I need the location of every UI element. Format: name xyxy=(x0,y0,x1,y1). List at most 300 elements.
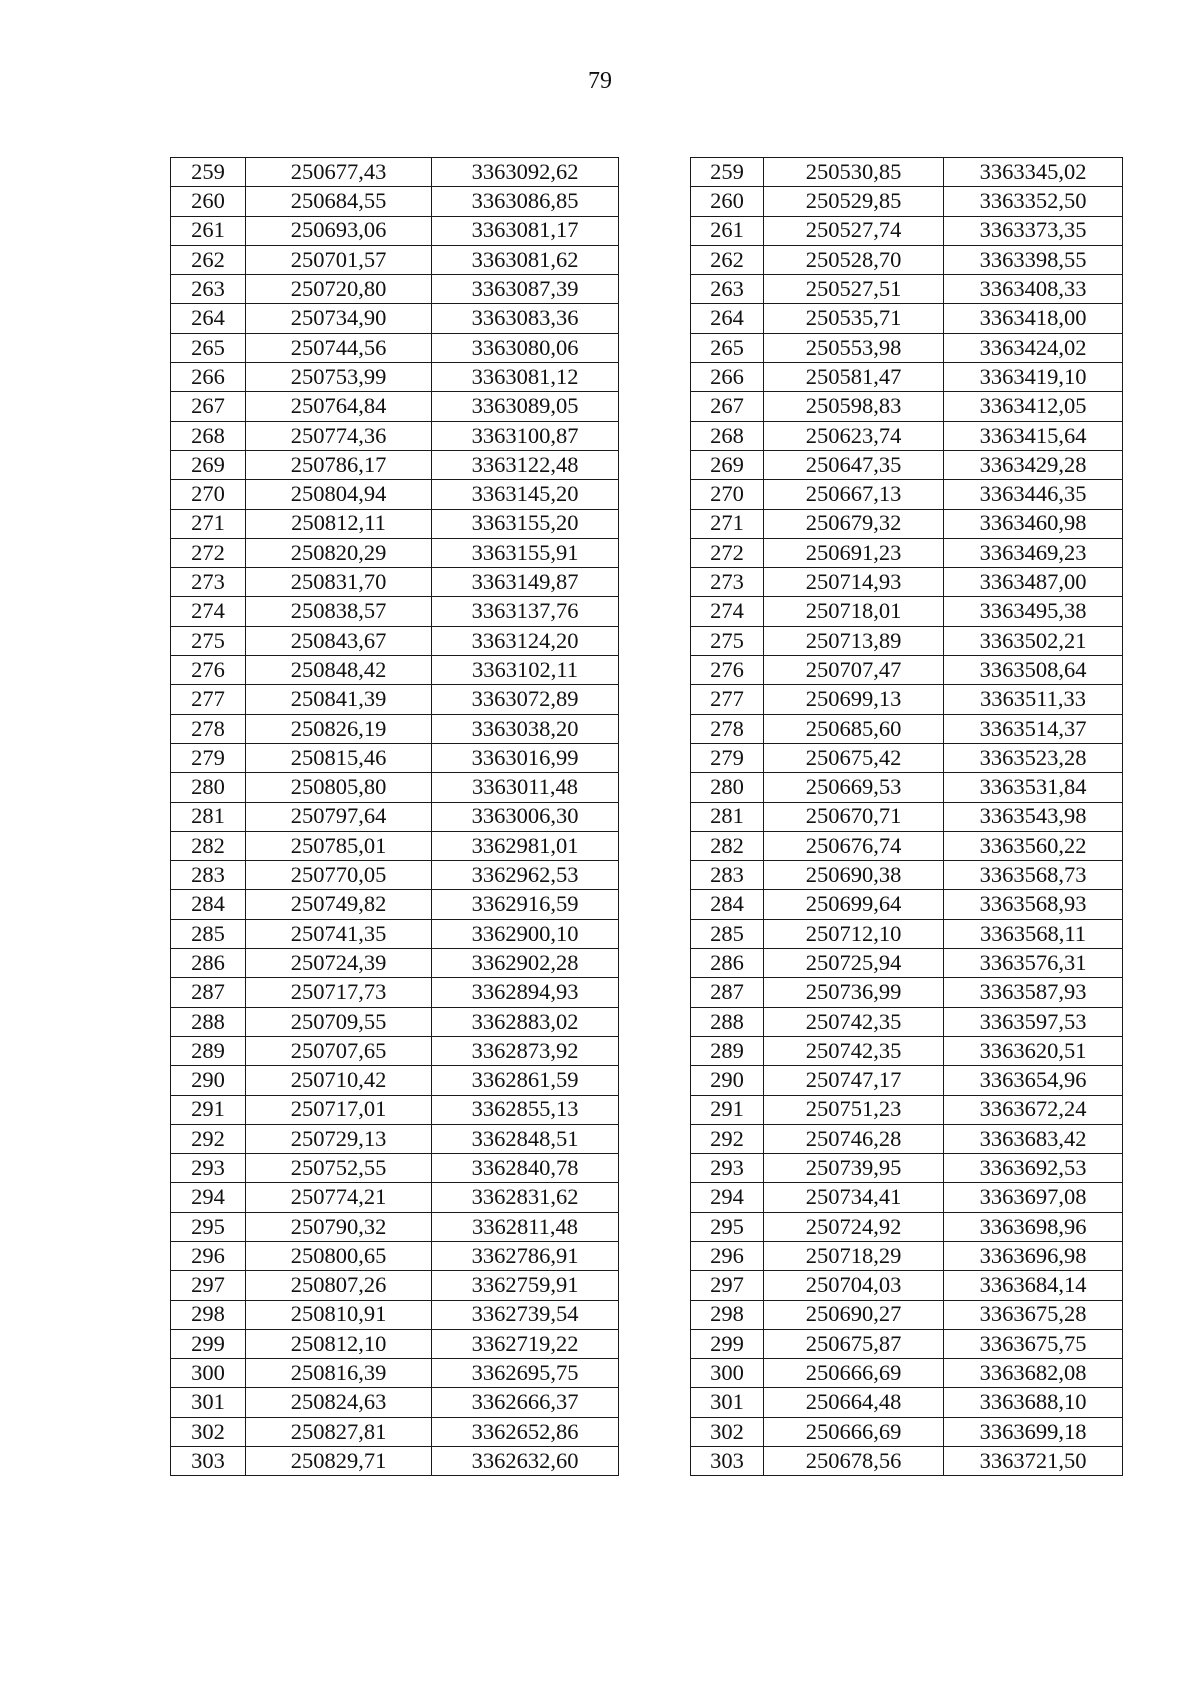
table-row xyxy=(691,1183,1123,1212)
table-row xyxy=(691,1271,1123,1300)
point-number-cell: 272 xyxy=(171,538,246,567)
y-coordinate-cell: 3362652,86 xyxy=(432,1417,619,1446)
x-coordinate-cell: 250701,57 xyxy=(246,245,432,274)
y-coordinate-cell: 3362916,59 xyxy=(432,890,619,919)
point-number-cell: 293 xyxy=(691,1154,764,1183)
x-coordinate-cell: 250720,80 xyxy=(246,275,432,304)
table-row xyxy=(691,1095,1123,1124)
point-number-cell: 259 xyxy=(691,158,764,187)
y-coordinate-cell: 3363699,18 xyxy=(944,1417,1123,1446)
x-coordinate-cell: 250666,69 xyxy=(764,1417,944,1446)
point-number-cell: 298 xyxy=(171,1300,246,1329)
x-coordinate-cell: 250678,56 xyxy=(764,1447,944,1476)
point-number-cell: 260 xyxy=(691,187,764,216)
x-coordinate-cell: 250675,42 xyxy=(764,743,944,772)
x-coordinate-cell: 250815,46 xyxy=(246,743,432,772)
point-number-cell: 281 xyxy=(691,802,764,831)
x-coordinate-cell: 250785,01 xyxy=(246,831,432,860)
point-number-cell: 284 xyxy=(691,890,764,919)
point-number-cell: 277 xyxy=(171,685,246,714)
y-coordinate-cell: 3363102,11 xyxy=(432,656,619,685)
point-number-cell: 288 xyxy=(691,1007,764,1036)
point-number-cell: 296 xyxy=(691,1241,764,1270)
x-coordinate-cell: 250807,26 xyxy=(246,1271,432,1300)
y-coordinate-cell: 3363502,21 xyxy=(944,626,1123,655)
y-coordinate-cell: 3363100,87 xyxy=(432,421,619,450)
table-row xyxy=(691,743,1123,772)
y-coordinate-cell: 3363016,99 xyxy=(432,743,619,772)
x-coordinate-cell: 250598,83 xyxy=(764,392,944,421)
y-coordinate-cell: 3363568,11 xyxy=(944,919,1123,948)
x-coordinate-cell: 250530,85 xyxy=(764,158,944,187)
table-row xyxy=(691,480,1123,509)
point-number-cell: 267 xyxy=(691,392,764,421)
point-number-cell: 290 xyxy=(691,1066,764,1095)
x-coordinate-cell: 250848,42 xyxy=(246,656,432,685)
point-number-cell: 259 xyxy=(171,158,246,187)
y-coordinate-cell: 3363124,20 xyxy=(432,626,619,655)
point-number-cell: 302 xyxy=(691,1417,764,1446)
x-coordinate-cell: 250710,42 xyxy=(246,1066,432,1095)
y-coordinate-cell: 3363683,42 xyxy=(944,1124,1123,1153)
x-coordinate-cell: 250676,74 xyxy=(764,831,944,860)
table-row xyxy=(171,480,619,509)
table-row xyxy=(691,949,1123,978)
table-row xyxy=(171,1124,619,1153)
point-number-cell: 274 xyxy=(171,597,246,626)
point-number-cell: 298 xyxy=(691,1300,764,1329)
table-row xyxy=(171,158,619,187)
y-coordinate-cell: 3363523,28 xyxy=(944,743,1123,772)
x-coordinate-cell: 250713,89 xyxy=(764,626,944,655)
y-coordinate-cell: 3363688,10 xyxy=(944,1388,1123,1417)
y-coordinate-cell: 3362695,75 xyxy=(432,1359,619,1388)
table-row xyxy=(171,802,619,831)
y-coordinate-cell: 3362902,28 xyxy=(432,949,619,978)
point-number-cell: 301 xyxy=(171,1388,246,1417)
x-coordinate-cell: 250527,51 xyxy=(764,275,944,304)
table-row xyxy=(691,568,1123,597)
table-row xyxy=(691,538,1123,567)
table-row xyxy=(691,597,1123,626)
x-coordinate-cell: 250712,10 xyxy=(764,919,944,948)
table-row xyxy=(691,1066,1123,1095)
y-coordinate-cell: 3363531,84 xyxy=(944,773,1123,802)
y-coordinate-cell: 3363620,51 xyxy=(944,1036,1123,1065)
x-coordinate-cell: 250764,84 xyxy=(246,392,432,421)
table-row xyxy=(691,831,1123,860)
y-coordinate-cell: 3363429,28 xyxy=(944,450,1123,479)
x-coordinate-cell: 250739,95 xyxy=(764,1154,944,1183)
point-number-cell: 286 xyxy=(691,949,764,978)
point-number-cell: 293 xyxy=(171,1154,246,1183)
x-coordinate-cell: 250753,99 xyxy=(246,363,432,392)
y-coordinate-cell: 3363684,14 xyxy=(944,1271,1123,1300)
x-coordinate-cell: 250774,36 xyxy=(246,421,432,450)
y-coordinate-cell: 3363675,75 xyxy=(944,1329,1123,1358)
y-coordinate-cell: 3362848,51 xyxy=(432,1124,619,1153)
table-row xyxy=(171,773,619,802)
table-row xyxy=(171,1066,619,1095)
table-row xyxy=(691,1212,1123,1241)
y-coordinate-cell: 3362759,91 xyxy=(432,1271,619,1300)
y-coordinate-cell: 3363006,30 xyxy=(432,802,619,831)
table-row xyxy=(171,1271,619,1300)
table-row xyxy=(171,1154,619,1183)
point-number-cell: 264 xyxy=(691,304,764,333)
y-coordinate-cell: 3362739,54 xyxy=(432,1300,619,1329)
table-row xyxy=(171,1007,619,1036)
point-number-cell: 273 xyxy=(171,568,246,597)
x-coordinate-cell: 250827,81 xyxy=(246,1417,432,1446)
point-number-cell: 268 xyxy=(691,421,764,450)
x-coordinate-cell: 250693,06 xyxy=(246,216,432,245)
y-coordinate-cell: 3363508,64 xyxy=(944,656,1123,685)
x-coordinate-cell: 250725,94 xyxy=(764,949,944,978)
table-row xyxy=(691,802,1123,831)
y-coordinate-cell: 3363697,08 xyxy=(944,1183,1123,1212)
x-coordinate-cell: 250553,98 xyxy=(764,333,944,362)
table-row xyxy=(691,1417,1123,1446)
x-coordinate-cell: 250736,99 xyxy=(764,978,944,1007)
point-number-cell: 266 xyxy=(171,363,246,392)
y-coordinate-cell: 3363038,20 xyxy=(432,714,619,743)
table-row xyxy=(691,158,1123,187)
point-number-cell: 277 xyxy=(691,685,764,714)
point-number-cell: 292 xyxy=(171,1124,246,1153)
point-number-cell: 287 xyxy=(691,978,764,1007)
point-number-cell: 300 xyxy=(171,1359,246,1388)
table-row xyxy=(171,538,619,567)
table-row xyxy=(691,1388,1123,1417)
x-coordinate-cell: 250744,56 xyxy=(246,333,432,362)
x-coordinate-cell: 250670,71 xyxy=(764,802,944,831)
point-number-cell: 296 xyxy=(171,1241,246,1270)
table-row xyxy=(171,743,619,772)
table-row xyxy=(691,1124,1123,1153)
x-coordinate-cell: 250810,91 xyxy=(246,1300,432,1329)
x-coordinate-cell: 250707,65 xyxy=(246,1036,432,1065)
point-number-cell: 282 xyxy=(171,831,246,860)
table-row xyxy=(691,187,1123,216)
y-coordinate-cell: 3362632,60 xyxy=(432,1447,619,1476)
table-row xyxy=(691,1447,1123,1476)
y-coordinate-cell: 3363083,36 xyxy=(432,304,619,333)
x-coordinate-cell: 250841,39 xyxy=(246,685,432,714)
table-row xyxy=(171,1447,619,1476)
table-row xyxy=(171,509,619,538)
point-number-cell: 289 xyxy=(171,1036,246,1065)
point-number-cell: 284 xyxy=(171,890,246,919)
table-row xyxy=(691,656,1123,685)
table-row xyxy=(171,919,619,948)
table-row xyxy=(691,333,1123,362)
y-coordinate-cell: 3363460,98 xyxy=(944,509,1123,538)
x-coordinate-cell: 250812,10 xyxy=(246,1329,432,1358)
y-coordinate-cell: 3363576,31 xyxy=(944,949,1123,978)
x-coordinate-cell: 250752,55 xyxy=(246,1154,432,1183)
x-coordinate-cell: 250829,71 xyxy=(246,1447,432,1476)
y-coordinate-cell: 3363698,96 xyxy=(944,1212,1123,1241)
x-coordinate-cell: 250746,28 xyxy=(764,1124,944,1153)
y-coordinate-cell: 3363072,89 xyxy=(432,685,619,714)
table-row xyxy=(691,450,1123,479)
x-coordinate-cell: 250707,47 xyxy=(764,656,944,685)
table-row xyxy=(171,714,619,743)
table-row xyxy=(171,216,619,245)
x-coordinate-cell: 250529,85 xyxy=(764,187,944,216)
x-coordinate-cell: 250770,05 xyxy=(246,861,432,890)
table-row xyxy=(171,304,619,333)
y-coordinate-cell: 3363514,37 xyxy=(944,714,1123,743)
x-coordinate-cell: 250734,41 xyxy=(764,1183,944,1212)
point-number-cell: 292 xyxy=(691,1124,764,1153)
x-coordinate-cell: 250724,92 xyxy=(764,1212,944,1241)
y-coordinate-cell: 3363682,08 xyxy=(944,1359,1123,1388)
y-coordinate-cell: 3362962,53 xyxy=(432,861,619,890)
table-row xyxy=(171,363,619,392)
point-number-cell: 290 xyxy=(171,1066,246,1095)
y-coordinate-cell: 3363081,17 xyxy=(432,216,619,245)
table-row xyxy=(171,392,619,421)
x-coordinate-cell: 250718,01 xyxy=(764,597,944,626)
table-row xyxy=(171,421,619,450)
x-coordinate-cell: 250838,57 xyxy=(246,597,432,626)
x-coordinate-cell: 250749,82 xyxy=(246,890,432,919)
point-number-cell: 267 xyxy=(171,392,246,421)
table-row xyxy=(691,275,1123,304)
x-coordinate-cell: 250684,55 xyxy=(246,187,432,216)
y-coordinate-cell: 3363495,38 xyxy=(944,597,1123,626)
y-coordinate-cell: 3362719,22 xyxy=(432,1329,619,1358)
table-row xyxy=(691,978,1123,1007)
x-coordinate-cell: 250741,35 xyxy=(246,919,432,948)
table-row xyxy=(691,685,1123,714)
point-number-cell: 278 xyxy=(691,714,764,743)
y-coordinate-cell: 3362831,62 xyxy=(432,1183,619,1212)
y-coordinate-cell: 3363373,35 xyxy=(944,216,1123,245)
point-number-cell: 262 xyxy=(171,245,246,274)
y-coordinate-cell: 3363511,33 xyxy=(944,685,1123,714)
table-row xyxy=(691,919,1123,948)
coordinates-table-left xyxy=(170,157,619,1476)
table-row xyxy=(171,978,619,1007)
y-coordinate-cell: 3362786,91 xyxy=(432,1241,619,1270)
y-coordinate-cell: 3363080,06 xyxy=(432,333,619,362)
table-row xyxy=(171,890,619,919)
y-coordinate-cell: 3362861,59 xyxy=(432,1066,619,1095)
x-coordinate-cell: 250704,03 xyxy=(764,1271,944,1300)
x-coordinate-cell: 250812,11 xyxy=(246,509,432,538)
y-coordinate-cell: 3363568,73 xyxy=(944,861,1123,890)
table-row xyxy=(171,685,619,714)
point-number-cell: 275 xyxy=(691,626,764,655)
point-number-cell: 263 xyxy=(171,275,246,304)
x-coordinate-cell: 250824,63 xyxy=(246,1388,432,1417)
point-number-cell: 276 xyxy=(171,656,246,685)
point-number-cell: 300 xyxy=(691,1359,764,1388)
table-row xyxy=(691,392,1123,421)
point-number-cell: 274 xyxy=(691,597,764,626)
x-coordinate-cell: 250623,74 xyxy=(764,421,944,450)
x-coordinate-cell: 250690,27 xyxy=(764,1300,944,1329)
point-number-cell: 294 xyxy=(691,1183,764,1212)
y-coordinate-cell: 3363087,39 xyxy=(432,275,619,304)
point-number-cell: 291 xyxy=(691,1095,764,1124)
table-row xyxy=(171,1095,619,1124)
x-coordinate-cell: 250826,19 xyxy=(246,714,432,743)
table-row xyxy=(171,333,619,362)
point-number-cell: 269 xyxy=(171,450,246,479)
y-coordinate-cell: 3363011,48 xyxy=(432,773,619,802)
point-number-cell: 295 xyxy=(171,1212,246,1241)
point-number-cell: 297 xyxy=(691,1271,764,1300)
y-coordinate-cell: 3363568,93 xyxy=(944,890,1123,919)
point-number-cell: 266 xyxy=(691,363,764,392)
y-coordinate-cell: 3363081,62 xyxy=(432,245,619,274)
x-coordinate-cell: 250667,13 xyxy=(764,480,944,509)
x-coordinate-cell: 250679,32 xyxy=(764,509,944,538)
table-row xyxy=(691,1241,1123,1270)
x-coordinate-cell: 250664,48 xyxy=(764,1388,944,1417)
point-number-cell: 268 xyxy=(171,421,246,450)
point-number-cell: 299 xyxy=(171,1329,246,1358)
y-coordinate-cell: 3363155,20 xyxy=(432,509,619,538)
point-number-cell: 280 xyxy=(171,773,246,802)
point-number-cell: 271 xyxy=(691,509,764,538)
x-coordinate-cell: 250717,01 xyxy=(246,1095,432,1124)
point-number-cell: 287 xyxy=(171,978,246,1007)
y-coordinate-cell: 3362840,78 xyxy=(432,1154,619,1183)
x-coordinate-cell: 250675,87 xyxy=(764,1329,944,1358)
x-coordinate-cell: 250786,17 xyxy=(246,450,432,479)
y-coordinate-cell: 3363418,00 xyxy=(944,304,1123,333)
table-row xyxy=(691,509,1123,538)
point-number-cell: 276 xyxy=(691,656,764,685)
coordinates-table-right xyxy=(690,157,1123,1476)
x-coordinate-cell: 250747,17 xyxy=(764,1066,944,1095)
y-coordinate-cell: 3362883,02 xyxy=(432,1007,619,1036)
y-coordinate-cell: 3363149,87 xyxy=(432,568,619,597)
point-number-cell: 283 xyxy=(171,861,246,890)
y-coordinate-cell: 3363560,22 xyxy=(944,831,1123,860)
y-coordinate-cell: 3362855,13 xyxy=(432,1095,619,1124)
y-coordinate-cell: 3363587,93 xyxy=(944,978,1123,1007)
table-row xyxy=(171,1359,619,1388)
x-coordinate-cell: 250647,35 xyxy=(764,450,944,479)
point-number-cell: 303 xyxy=(171,1447,246,1476)
x-coordinate-cell: 250581,47 xyxy=(764,363,944,392)
table-row xyxy=(691,1300,1123,1329)
y-coordinate-cell: 3363352,50 xyxy=(944,187,1123,216)
point-number-cell: 263 xyxy=(691,275,764,304)
x-coordinate-cell: 250800,65 xyxy=(246,1241,432,1270)
table-row xyxy=(171,1300,619,1329)
x-coordinate-cell: 250843,67 xyxy=(246,626,432,655)
y-coordinate-cell: 3363122,48 xyxy=(432,450,619,479)
table-row xyxy=(171,1388,619,1417)
point-number-cell: 297 xyxy=(171,1271,246,1300)
x-coordinate-cell: 250528,70 xyxy=(764,245,944,274)
x-coordinate-cell: 250805,80 xyxy=(246,773,432,802)
x-coordinate-cell: 250527,74 xyxy=(764,216,944,245)
x-coordinate-cell: 250669,53 xyxy=(764,773,944,802)
y-coordinate-cell: 3363696,98 xyxy=(944,1241,1123,1270)
x-coordinate-cell: 250742,35 xyxy=(764,1007,944,1036)
point-number-cell: 270 xyxy=(691,480,764,509)
point-number-cell: 299 xyxy=(691,1329,764,1358)
point-number-cell: 261 xyxy=(171,216,246,245)
y-coordinate-cell: 3363081,12 xyxy=(432,363,619,392)
y-coordinate-cell: 3363408,33 xyxy=(944,275,1123,304)
x-coordinate-cell: 250742,35 xyxy=(764,1036,944,1065)
x-coordinate-cell: 250820,29 xyxy=(246,538,432,567)
y-coordinate-cell: 3363469,23 xyxy=(944,538,1123,567)
y-coordinate-cell: 3363155,91 xyxy=(432,538,619,567)
x-coordinate-cell: 250724,39 xyxy=(246,949,432,978)
x-coordinate-cell: 250535,71 xyxy=(764,304,944,333)
x-coordinate-cell: 250691,23 xyxy=(764,538,944,567)
table-row xyxy=(171,1183,619,1212)
x-coordinate-cell: 250734,90 xyxy=(246,304,432,333)
y-coordinate-cell: 3362894,93 xyxy=(432,978,619,1007)
x-coordinate-cell: 250751,23 xyxy=(764,1095,944,1124)
point-number-cell: 286 xyxy=(171,949,246,978)
point-number-cell: 285 xyxy=(171,919,246,948)
point-number-cell: 288 xyxy=(171,1007,246,1036)
y-coordinate-cell: 3363487,00 xyxy=(944,568,1123,597)
x-coordinate-cell: 250729,13 xyxy=(246,1124,432,1153)
table-row xyxy=(691,626,1123,655)
x-coordinate-cell: 250774,21 xyxy=(246,1183,432,1212)
table-row xyxy=(171,568,619,597)
table-row xyxy=(171,1036,619,1065)
point-number-cell: 285 xyxy=(691,919,764,948)
x-coordinate-cell: 250797,64 xyxy=(246,802,432,831)
table-row xyxy=(691,1154,1123,1183)
table-row xyxy=(171,831,619,860)
point-number-cell: 301 xyxy=(691,1388,764,1417)
y-coordinate-cell: 3363597,53 xyxy=(944,1007,1123,1036)
table-row xyxy=(691,1359,1123,1388)
point-number-cell: 264 xyxy=(171,304,246,333)
y-coordinate-cell: 3362900,10 xyxy=(432,919,619,948)
table-row xyxy=(171,949,619,978)
table-row xyxy=(691,363,1123,392)
point-number-cell: 265 xyxy=(171,333,246,362)
point-number-cell: 289 xyxy=(691,1036,764,1065)
y-coordinate-cell: 3363672,24 xyxy=(944,1095,1123,1124)
y-coordinate-cell: 3363345,02 xyxy=(944,158,1123,187)
table-row xyxy=(171,245,619,274)
table-row xyxy=(171,626,619,655)
point-number-cell: 282 xyxy=(691,831,764,860)
x-coordinate-cell: 250690,38 xyxy=(764,861,944,890)
page-number: 79 xyxy=(588,68,612,94)
table-row xyxy=(691,890,1123,919)
table-row xyxy=(691,216,1123,245)
table-row xyxy=(171,275,619,304)
table-row xyxy=(691,714,1123,743)
x-coordinate-cell: 250717,73 xyxy=(246,978,432,1007)
x-coordinate-cell: 250709,55 xyxy=(246,1007,432,1036)
y-coordinate-cell: 3363654,96 xyxy=(944,1066,1123,1095)
table-row xyxy=(691,1329,1123,1358)
table-row xyxy=(171,1241,619,1270)
x-coordinate-cell: 250816,39 xyxy=(246,1359,432,1388)
table-row xyxy=(691,773,1123,802)
point-number-cell: 261 xyxy=(691,216,764,245)
